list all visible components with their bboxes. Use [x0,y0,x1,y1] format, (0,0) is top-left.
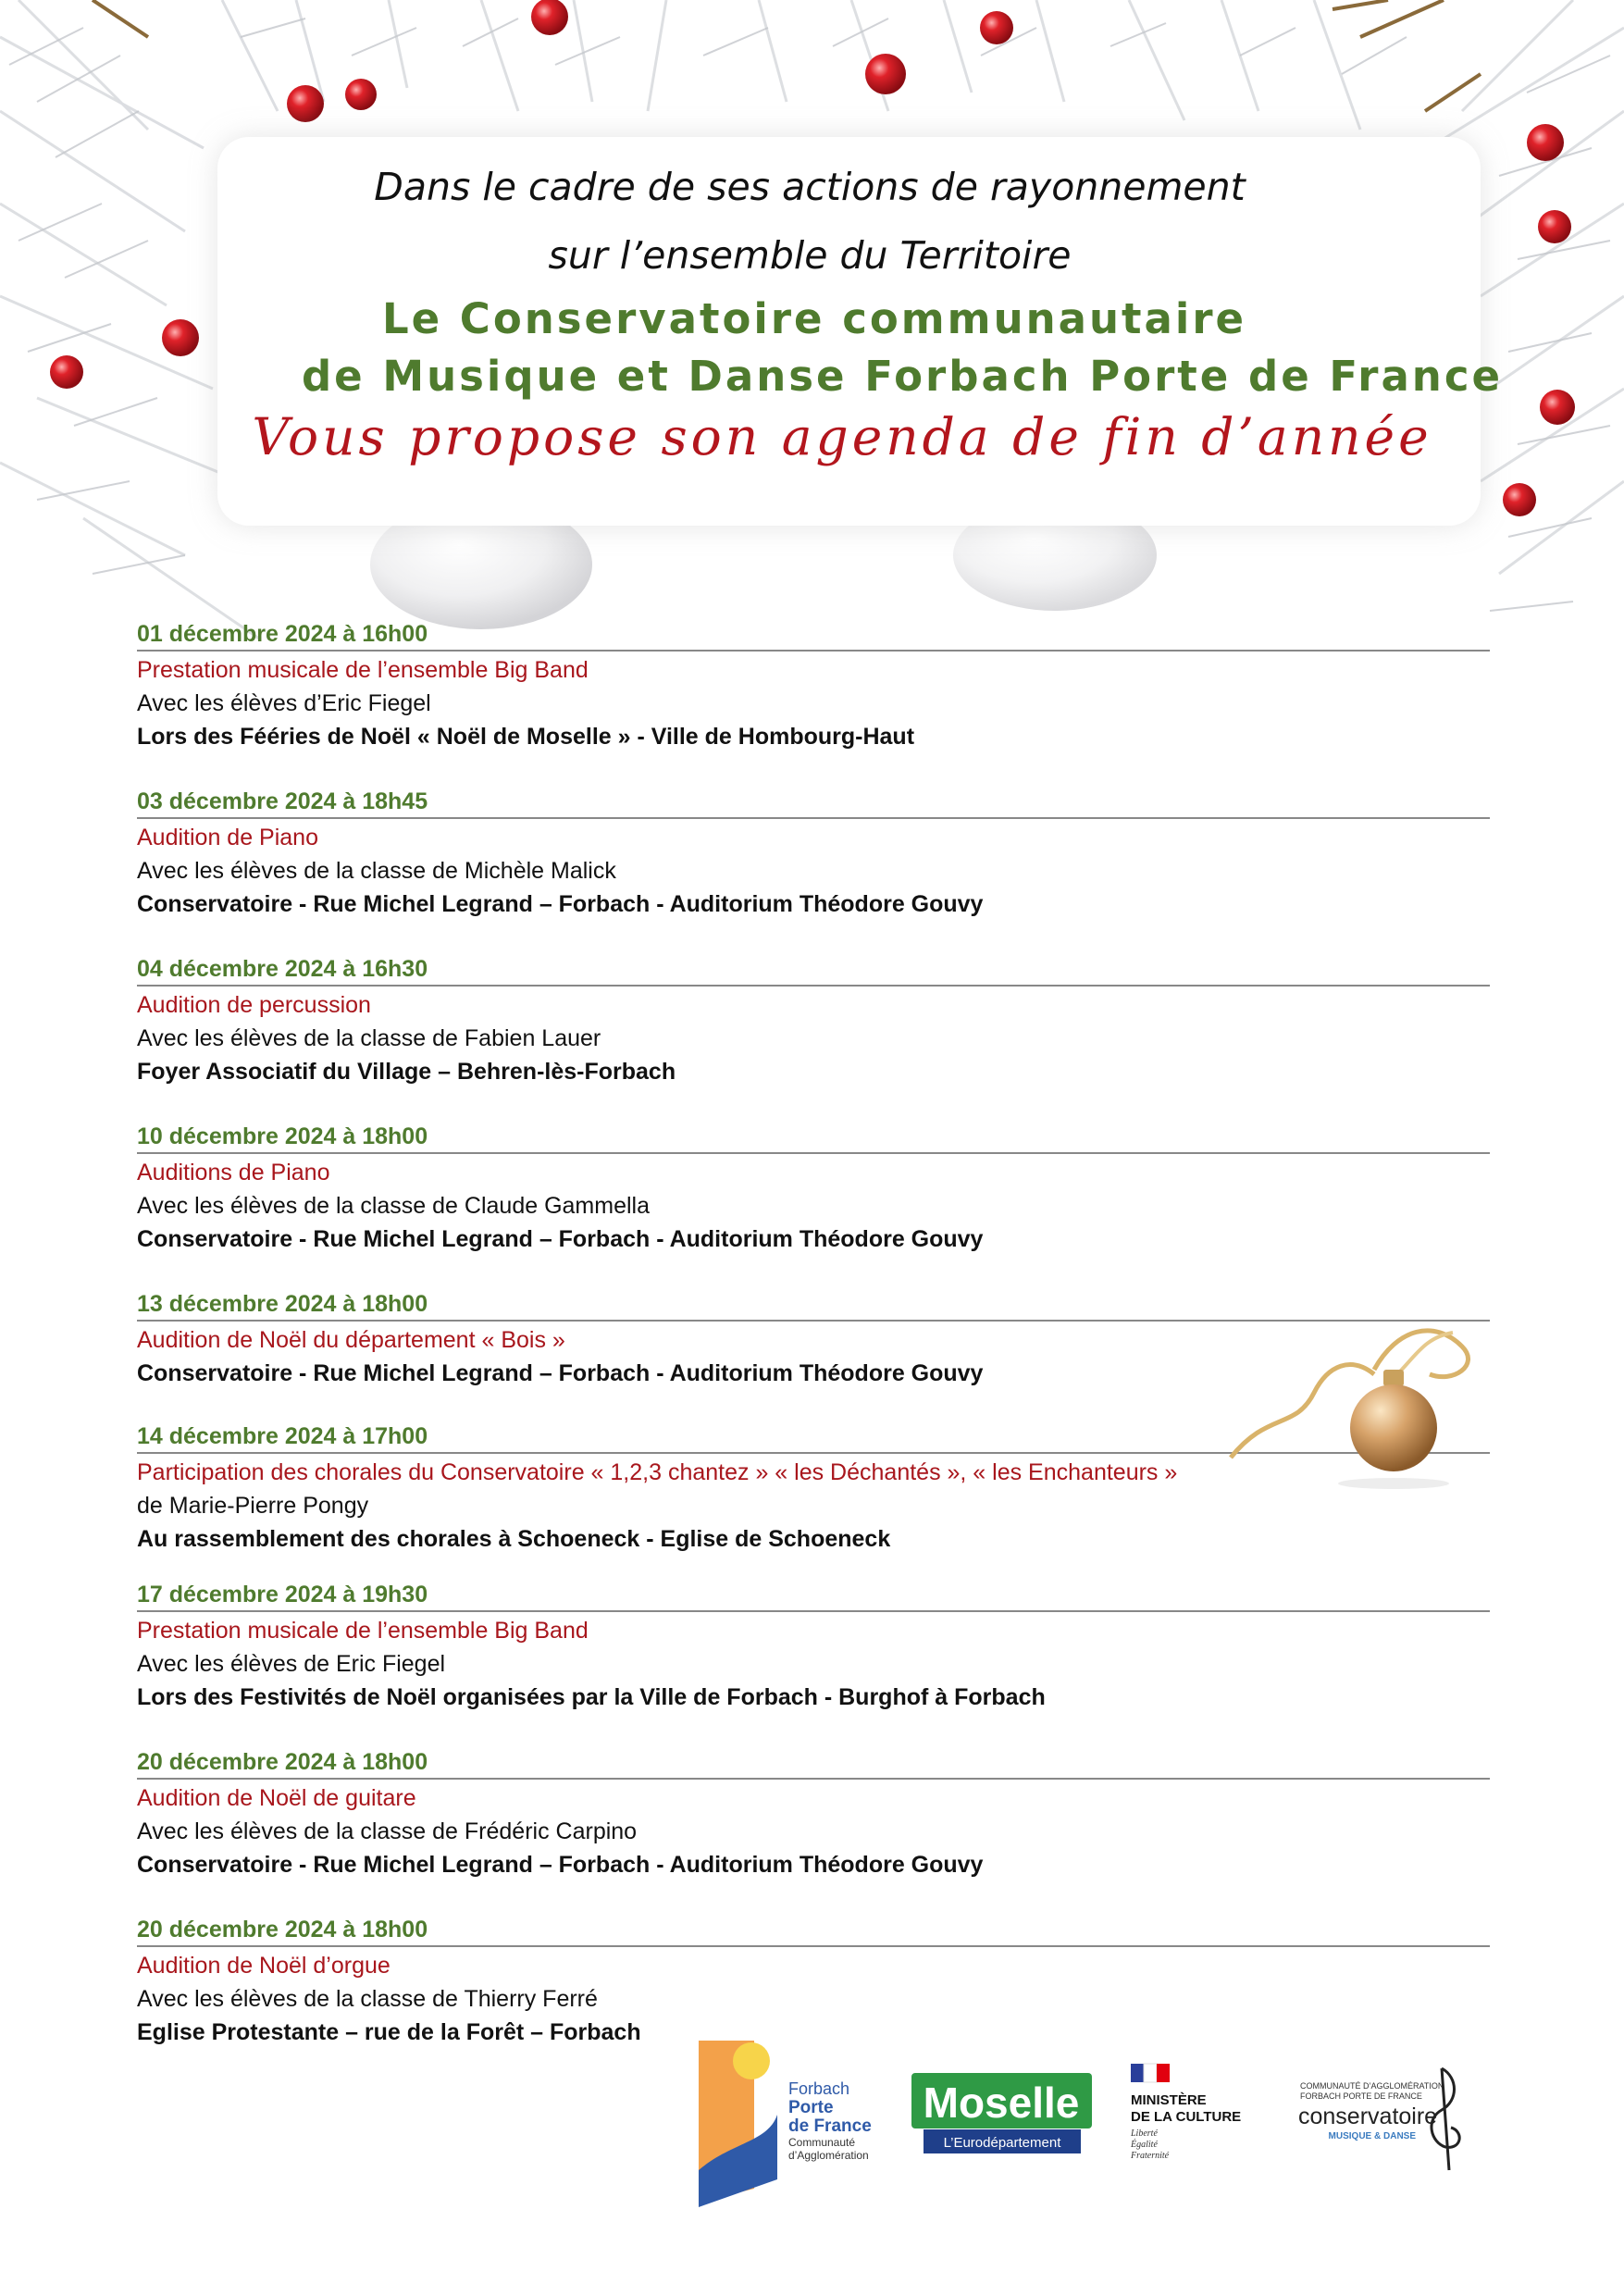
ministere-motto-3: Fraternité [1131,2151,1170,2161]
conservatoire-top-1: COMMUNAUTÉ D’AGGLOMÉRATION [1300,2081,1444,2091]
ministere-motto-2: Égalité [1131,2140,1158,2150]
event-date: 01 décembre 2024 à 16h00 [137,618,1490,652]
agenda-tagline: Vous propose son agenda de fin d’année [252,407,1432,466]
conservatoire-logo [1298,2068,1459,2170]
event-date: 10 décembre 2024 à 18h00 [137,1121,1490,1154]
forbach-sub-2: d’Agglomération [788,2149,869,2162]
ministere-culture-logo [1130,2064,1241,2161]
conservatoire-sub: MUSIQUE & DANSE [1328,2131,1416,2141]
forbach-name-3: de France [788,2116,872,2136]
event-title: Participation des chorales du Conservatoire « 1,2,3 chantez » « les Déchantés », « les Enchanteurs » [137,1459,1178,1485]
forbach-name-2: Porte [788,2098,834,2117]
event-participants: de Marie-Pierre Pongy [137,1493,369,1519]
forbach-logo [699,2041,872,2207]
event-title: Audition de Noël d’orgue [137,1953,391,1979]
event-date: 03 décembre 2024 à 18h45 [137,786,1490,819]
event-date: 04 décembre 2024 à 16h30 [137,953,1490,987]
moselle-logo [911,2073,1092,2153]
moselle-name: Moselle [923,2079,1080,2127]
event-title: Audition de Noël de guitare [137,1785,416,1811]
event-participants: Avec les élèves de Eric Fiegel [137,1651,446,1677]
ministere-line-2: DE LA CULTURE [1131,2109,1242,2125]
event-date: 17 décembre 2024 à 19h30 [137,1579,1490,1612]
event-date: 20 décembre 2024 à 18h00 [137,1914,1490,1947]
event-location: Conservatoire - Rue Michel Legrand – Forbach - Auditorium Théodore Gouvy [137,1360,984,1386]
event-title: Audition de percussion [137,992,371,1018]
event-location: Foyer Associatif du Village – Behren-lès-Forbach [137,1059,676,1085]
agenda-event [137,1579,1490,1746]
moselle-sub: L’Eurodépartement [943,2135,1061,2151]
event-date: 13 décembre 2024 à 18h00 [137,1288,1490,1322]
event-date: 14 décembre 2024 à 17h00 [137,1421,1490,1454]
partner-logos [685,2031,1555,2226]
event-title: Audition de Noël du département « Bois » [137,1327,565,1353]
event-title: Audition de Piano [137,825,318,850]
event-participants: Avec les élèves de la classe de Claude Gammella [137,1193,650,1219]
organization-title-line-1: Le Conservatoire communautaire [381,294,1247,343]
event-participants: Avec les élèves de la classe de Frédéric Carpino [137,1818,638,1844]
gold-bauble-ornament [1212,1319,1531,1495]
intro-line-1: Dans le cadre de ses actions de rayonnement [374,165,1246,209]
event-location: Lors des Fééries de Noël « Noël de Moselle » - Ville de Hombourg-Haut [137,724,915,750]
agenda-event [137,953,1490,1121]
event-location: Conservatoire - Rue Michel Legrand – Forbach - Auditorium Théodore Gouvy [137,891,984,917]
ministere-motto-1: Liberté [1131,2128,1158,2139]
event-location: Lors des Festivités de Noël organisées par la Ville de Forbach - Burghof à Forbach [137,1684,1046,1710]
conservatoire-top-2: FORBACH PORTE DE FRANCE [1300,2091,1422,2101]
agenda-event [137,786,1490,953]
ministere-line-1: MINISTÈRE [1131,2092,1207,2108]
forbach-name-1: Forbach [788,2079,850,2098]
organization-title-line-2: de Musique et Danse Forbach Porte de France [301,352,1504,401]
conservatoire-name: conservatoire [1298,2104,1438,2129]
event-participants: Avec les élèves de la classe de Fabien Lauer [137,1025,601,1051]
event-location: Au rassemblement des chorales à Schoeneck - Eglise de Schoeneck [137,1526,891,1552]
event-title: Prestation musicale de l’ensemble Big Band [137,1618,589,1644]
event-participants: Avec les élèves d’Eric Fiegel [137,690,431,716]
event-participants: Avec les élèves de la classe de Thierry Ferré [137,1986,598,2012]
event-title: Auditions de Piano [137,1160,330,1185]
forbach-sub-1: Communauté [788,2136,856,2149]
event-participants: Avec les élèves de la classe de Michèle Malick [137,858,616,884]
event-location: Eglise Protestante – rue de la Forêt – Forbach [137,2019,641,2045]
event-date: 20 décembre 2024 à 18h00 [137,1746,1490,1780]
agenda-event [137,1121,1490,1288]
intro-line-2: sur l’ensemble du Territoire [548,233,1072,278]
event-location: Conservatoire - Rue Michel Legrand – Forbach - Auditorium Théodore Gouvy [137,1226,984,1252]
agenda-event [137,1746,1490,1914]
event-location: Conservatoire - Rue Michel Legrand – Forbach - Auditorium Théodore Gouvy [137,1852,984,1878]
event-title: Prestation musicale de l’ensemble Big Band [137,657,589,683]
agenda-event [137,618,1490,786]
